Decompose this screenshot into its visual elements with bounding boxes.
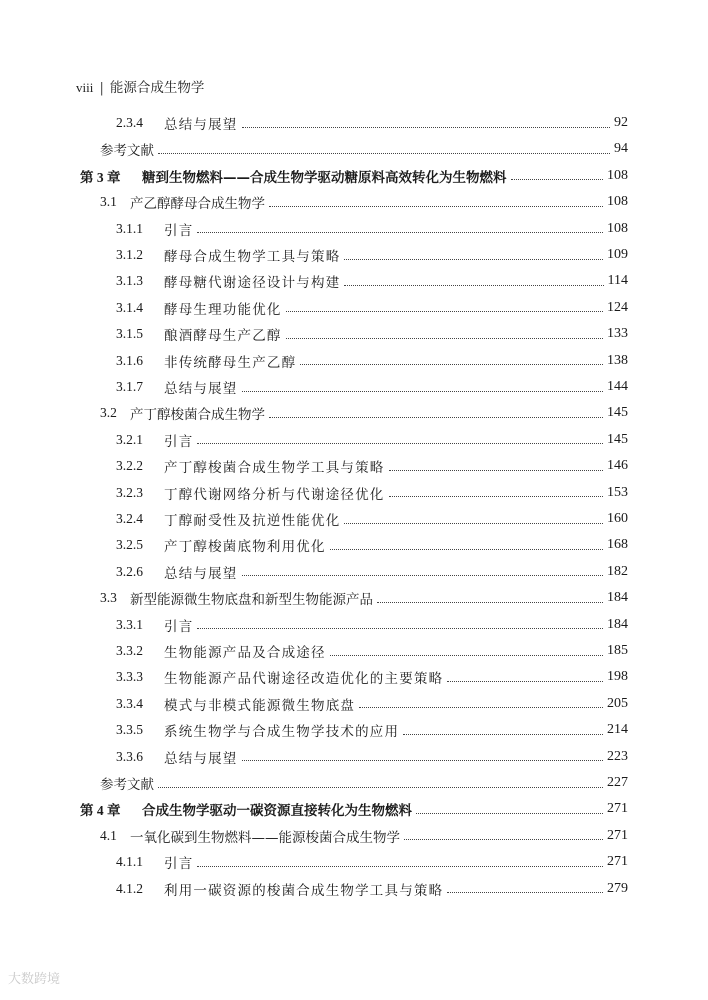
dot-leader bbox=[158, 153, 610, 154]
toc-entry bbox=[116, 270, 628, 292]
toc-entry-title: 糖到生物燃料——合成生物学驱动糖原料高效转化为生物燃料 bbox=[142, 169, 507, 186]
toc-entry-number: 3.2.5 bbox=[116, 537, 143, 553]
dot-leader bbox=[359, 707, 603, 708]
dot-leader bbox=[447, 681, 603, 682]
toc-entry-number: 3.1 bbox=[100, 194, 117, 210]
toc-entry-number: 4.1.2 bbox=[116, 880, 143, 896]
dot-leader bbox=[269, 417, 603, 418]
toc-entry bbox=[116, 323, 628, 345]
toc-entry-page: 145 bbox=[607, 405, 628, 421]
toc-entry-page: 214 bbox=[607, 722, 628, 738]
dot-leader bbox=[389, 496, 604, 497]
toc-entry-number: 3.2.4 bbox=[116, 511, 143, 526]
toc-entry-page: 271 bbox=[607, 854, 628, 870]
toc-entry-number: 3.1.7 bbox=[116, 379, 143, 394]
dot-leader bbox=[286, 338, 603, 339]
toc-entry-number: 3.3.2 bbox=[116, 643, 143, 658]
toc-entry-title: 非传统酵母生产乙醇 bbox=[164, 354, 297, 371]
toc-entry-title: 总结与展望 bbox=[164, 750, 238, 767]
toc-entry-title: 酿酒酵母生产乙醇 bbox=[164, 328, 282, 345]
watermark-text: 大数跨境 bbox=[8, 972, 61, 987]
toc-entry-number: 3.1.5 bbox=[116, 326, 143, 342]
toc-entry bbox=[100, 138, 628, 160]
toc-entry-title: 生物能源产品及合成途径 bbox=[164, 645, 326, 661]
dot-leader bbox=[269, 206, 603, 207]
toc-entry-page: 153 bbox=[607, 484, 628, 500]
toc-entry-page: 146 bbox=[607, 458, 628, 474]
dot-leader bbox=[197, 866, 603, 867]
dot-leader bbox=[242, 760, 604, 761]
toc-entry-number: 4.1 bbox=[100, 827, 117, 843]
toc-entry-title: 酵母糖代谢途径设计与构建 bbox=[164, 275, 341, 292]
running-header bbox=[76, 76, 204, 96]
toc-entry-title: 总结与展望 bbox=[164, 381, 238, 397]
dot-leader bbox=[511, 179, 604, 180]
toc-entry-page: 108 bbox=[607, 194, 628, 210]
toc-entry bbox=[116, 218, 628, 240]
toc-entry-page: 184 bbox=[607, 616, 628, 632]
toc-entry-title: 丁醇代谢网络分析与代谢途径优化 bbox=[164, 486, 385, 503]
toc-entry bbox=[116, 640, 628, 662]
toc-entry-number: 3.2 bbox=[100, 405, 117, 421]
toc-entry-title: 酵母合成生物学工具与策略 bbox=[164, 249, 341, 265]
toc-entry-title: 酵母生理功能优化 bbox=[164, 301, 282, 318]
toc-entry-title: 参考文献 bbox=[100, 143, 154, 160]
toc-entry-title: 合成生物学驱动一碳资源直接转化为生物燃料 bbox=[142, 803, 412, 820]
toc-entry-page: 109 bbox=[607, 247, 628, 262]
toc-entry bbox=[116, 350, 628, 372]
toc-entry-page: 198 bbox=[607, 669, 628, 685]
dot-leader bbox=[158, 787, 603, 788]
toc-entry-page: 145 bbox=[607, 431, 628, 447]
toc-entry-page: 184 bbox=[607, 590, 628, 606]
toc-entry-page: 185 bbox=[607, 643, 628, 658]
toc-entry bbox=[100, 772, 628, 794]
toc-entry bbox=[100, 587, 628, 609]
toc-entry bbox=[116, 508, 628, 530]
toc-entry bbox=[116, 561, 628, 583]
toc-entry bbox=[116, 746, 628, 768]
toc-entry-page: 108 bbox=[607, 167, 628, 183]
dot-leader bbox=[404, 839, 603, 840]
toc-entry-page: 138 bbox=[607, 352, 628, 368]
toc-entry bbox=[116, 429, 628, 451]
toc-entry-number: 3.2.2 bbox=[116, 458, 143, 474]
dot-leader bbox=[242, 127, 611, 128]
dot-leader bbox=[197, 628, 603, 629]
toc-entry bbox=[116, 482, 628, 504]
toc-entry-number: 3.3.4 bbox=[116, 695, 143, 711]
header-book-title: 能源合成生物学 bbox=[109, 80, 205, 96]
toc-entry-page: 182 bbox=[607, 563, 628, 579]
dot-leader bbox=[344, 285, 603, 286]
toc-entry-title: 新型能源微生物底盘和新型生物能源产品 bbox=[130, 592, 373, 609]
toc-entry bbox=[116, 851, 628, 873]
toc-entry-page: 133 bbox=[607, 326, 628, 342]
toc-entry bbox=[116, 534, 628, 556]
header-separator: | bbox=[99, 80, 104, 96]
toc-entry-title: 总结与展望 bbox=[164, 117, 238, 133]
toc-entry-number: 4.1.1 bbox=[116, 854, 143, 870]
dot-leader bbox=[286, 311, 603, 312]
toc-entry-title: 参考文献 bbox=[100, 777, 154, 793]
toc-entry-title: 产丁醇梭菌合成生物学工具与策略 bbox=[164, 460, 385, 477]
toc-entry bbox=[116, 878, 628, 900]
dot-leader bbox=[330, 549, 603, 550]
toc-entry bbox=[116, 244, 628, 266]
toc-entry-page: 223 bbox=[607, 748, 628, 764]
toc-entry bbox=[116, 719, 628, 741]
dot-leader bbox=[377, 602, 603, 603]
dot-leader bbox=[344, 259, 603, 260]
toc-entry-title: 引言 bbox=[164, 433, 194, 450]
toc-entry-page: 114 bbox=[607, 273, 628, 289]
toc-entry bbox=[80, 165, 628, 187]
toc-entry bbox=[116, 297, 628, 319]
toc-entry bbox=[116, 614, 628, 636]
toc-entry-title: 产丁醇梭菌底物利用优化 bbox=[164, 539, 326, 556]
dot-leader bbox=[389, 470, 604, 471]
dot-leader bbox=[242, 391, 604, 392]
toc-entry-number: 3.1.1 bbox=[116, 220, 143, 236]
toc-entry-title: 利用一碳资源的梭菌合成生物学工具与策略 bbox=[164, 882, 444, 899]
dot-leader bbox=[197, 232, 603, 233]
toc-entry-page: 227 bbox=[607, 775, 628, 790]
toc-entry-title: 丁醇耐受性及抗逆性能优化 bbox=[164, 513, 341, 529]
toc-entry-page: 168 bbox=[607, 537, 628, 553]
dot-leader bbox=[197, 443, 603, 444]
toc-entry-page: 94 bbox=[614, 141, 628, 157]
toc-entry-title: 模式与非模式能源微生物底盘 bbox=[164, 697, 356, 714]
toc-entry bbox=[116, 112, 628, 134]
toc-entry-title: 引言 bbox=[164, 618, 194, 635]
dot-leader bbox=[300, 364, 603, 365]
toc-entry-page: 144 bbox=[607, 379, 628, 394]
toc-entry-page: 279 bbox=[607, 880, 628, 896]
toc-entry bbox=[100, 402, 628, 424]
toc-entry-number: 2.3.4 bbox=[116, 115, 143, 130]
dot-leader bbox=[403, 734, 603, 735]
toc-entry-page: 160 bbox=[607, 511, 628, 526]
toc-entry-page: 205 bbox=[607, 695, 628, 711]
toc-entry bbox=[100, 191, 628, 213]
dot-leader bbox=[344, 523, 603, 524]
toc-entry-page: 124 bbox=[607, 299, 628, 315]
toc-entry-number: 3.3.3 bbox=[116, 669, 143, 685]
toc-entry-number: 3.3 bbox=[100, 590, 117, 606]
dot-leader bbox=[242, 575, 604, 576]
toc-entry bbox=[116, 455, 628, 477]
toc-entry bbox=[116, 693, 628, 715]
toc-entry bbox=[100, 825, 628, 847]
toc-entry-page: 92 bbox=[614, 115, 628, 130]
header-page-number: viii bbox=[76, 80, 94, 95]
toc-entry-number: 第 3 章 bbox=[80, 169, 121, 185]
toc-entry-title: 一氧化碳到生物燃料——能源梭菌合成生物学 bbox=[130, 829, 400, 846]
toc-entry-number: 3.3.6 bbox=[116, 748, 143, 764]
toc-entry-number: 3.2.1 bbox=[116, 431, 143, 447]
dot-leader bbox=[447, 892, 603, 893]
dot-leader bbox=[416, 813, 603, 814]
toc-entry-number: 3.3.5 bbox=[116, 722, 143, 738]
toc-entry-title: 生物能源产品代谢途径改造优化的主要策略 bbox=[164, 671, 444, 688]
toc-entry-page: 271 bbox=[607, 827, 628, 843]
toc-entry-page: 108 bbox=[607, 220, 628, 236]
toc-entry-number: 3.1.2 bbox=[116, 247, 143, 262]
toc-entry-number: 3.2.6 bbox=[116, 563, 143, 579]
toc-entry-page: 271 bbox=[607, 801, 628, 817]
toc-entry-number: 3.1.6 bbox=[116, 352, 143, 368]
toc-entry-number: 3.1.3 bbox=[116, 273, 143, 289]
toc-entry-number: 3.1.4 bbox=[116, 299, 143, 315]
toc-entry-number: 第 4 章 bbox=[80, 803, 121, 819]
dot-leader bbox=[330, 655, 603, 656]
toc-entry-number: 3.3.1 bbox=[116, 616, 143, 632]
toc-entry-title: 引言 bbox=[164, 856, 194, 873]
toc-entry-title: 引言 bbox=[164, 222, 194, 239]
toc-entry bbox=[80, 798, 628, 820]
toc-entry-title: 产乙醇酵母合成生物学 bbox=[130, 196, 265, 213]
toc-entry-title: 总结与展望 bbox=[164, 565, 238, 582]
toc-entry bbox=[116, 376, 628, 398]
toc-entry-title: 系统生物学与合成生物学技术的应用 bbox=[164, 724, 400, 741]
toc-entry-title: 产丁醇梭菌合成生物学 bbox=[130, 407, 265, 424]
toc-entry-number: 3.2.3 bbox=[116, 484, 143, 500]
toc-entry bbox=[116, 666, 628, 688]
